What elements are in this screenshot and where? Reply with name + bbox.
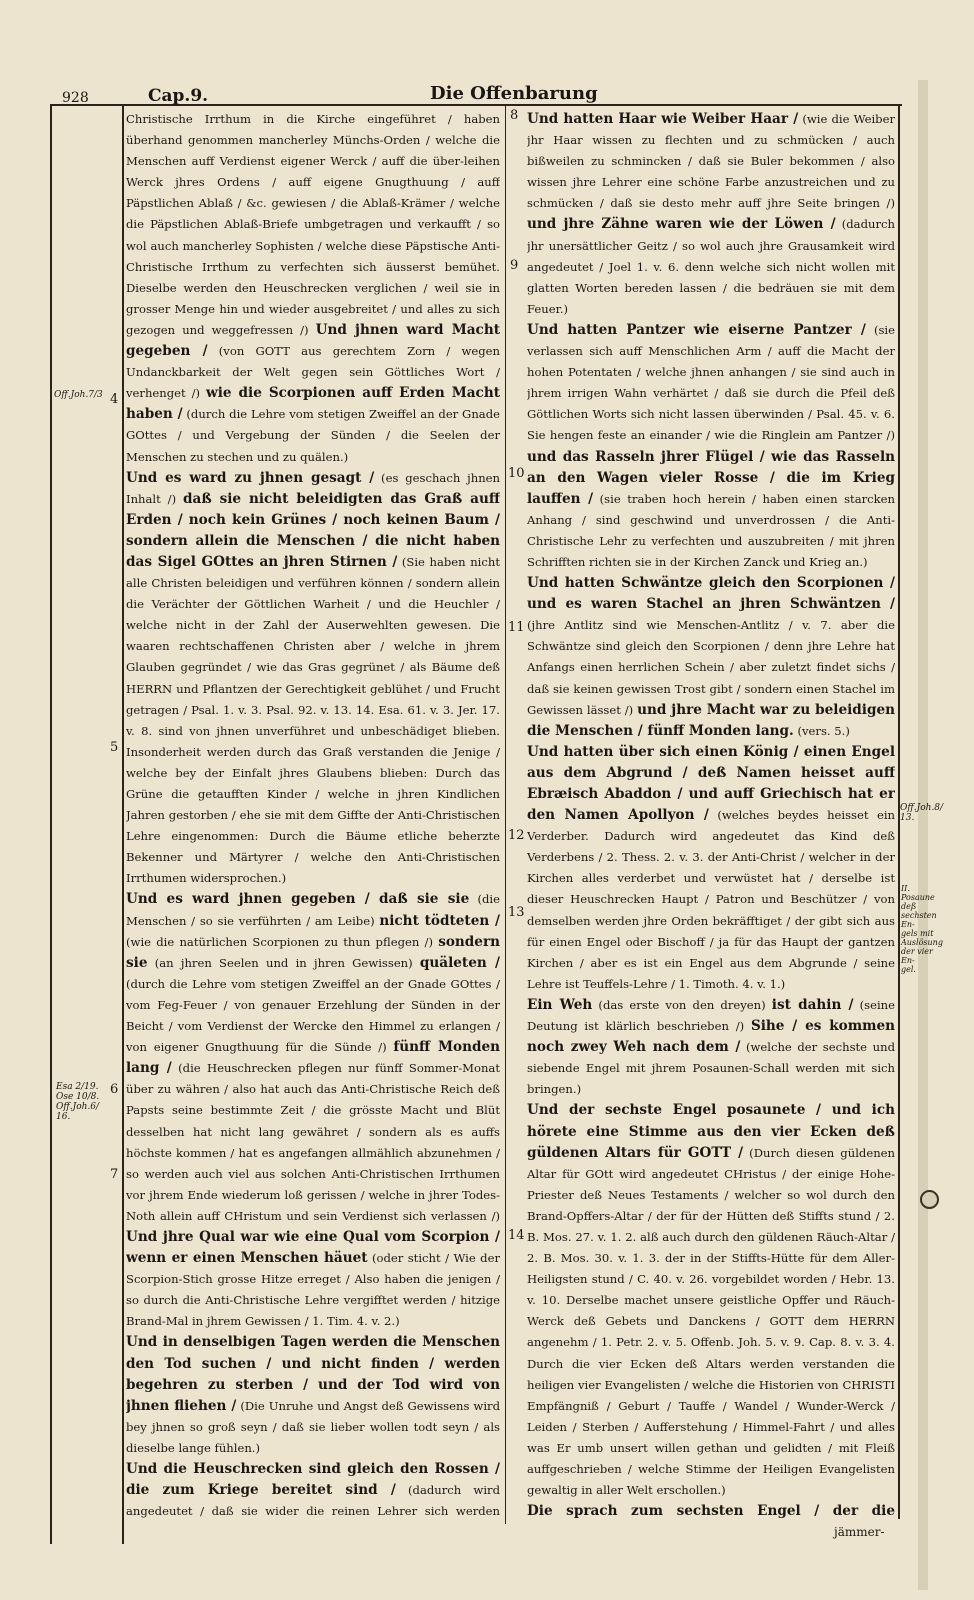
paragraph-v7: Und die Heuschrecken sind gleich den Rossen / die zum Kriege bereitet sind / (dadurch wird angedeutet / daß sie wider die reinen Lehrer sich werden [126,1461,500,1519]
page-hole-mark [920,1190,939,1209]
paragraph-v3-cont: Christische Irrthum in die Kirche eingeführet / haben überhand genommen mancherley Münchs-Orden / welche die Menschen auff Verdienst eigener Werck / auff die über-leihen Werck jhres Ordens / auff eigene Gnugthuung / auff Päpstlichen Ablaß / &c. gewiesen / die Ablaß-Krämer / welche die Päpstlichen Ablaß-Briefe umbgetragen und verkaufft / so wol auch mancherley Sophisten / welche diese Päpstische Anti-Christische Irrthum zu verfechten sich äusserst bemühet. Dieselbe werden den Heuschrecken verglichen / weil sie in grosser Menge hin und wieder ausgebreitet / und alles zu sich gezogen und weggefressen /) Und jhnen ward Macht gegeben / (von GOTT aus gerechtem Zorn / wegen Undanckbarkeit der Welt gegen sein Göttliches Wort / verhenget /) wie die Scorpionen auff Erden Macht haben / (durch die Lehre vom stetigen Zweiffel an der Gnade GOttes / und Vergebung der Sünden / die Seelen der Menschen zu stechen und zu quälen.) [126,112,500,464]
verse-number-9: 9 [510,258,519,273]
inner-left-rule [122,104,124,1544]
center-rule [505,104,506,1524]
verse-number-8: 8 [510,108,519,123]
catchword: jämmer- [834,1525,885,1539]
verse-number-10: 10 [508,466,525,481]
left-text-column [126,109,500,1524]
chapter-heading: Cap.9. [148,86,209,106]
paragraph-v12: Ein Weh (das erste von den dreyen) ist dahin / (seine Deutung ist klärlich beschrieben /) Sihe / es kommen noch zwey Weh nach dem / (welche der sechste und siebende Engel mit jhrem Posaunen-Schall werden mit sich bringen.) [527,996,895,1097]
margin-ref-left-2: Esa 2/19. Ose 10/8. Off.Joh.6/ 16. [56,1082,100,1122]
verse-number-12: 12 [508,828,525,843]
right-text-column [527,109,895,1524]
paragraph-v9: Und hatten Pantzer wie eiserne Pantzer / (sie verlassen sich auff Menschlichen Arm / auff die Macht der hohen Potentaten / welche jhnen anhangen / sie sind auch in jhrem irrigen Wahn verhärtet / daß sie durch die Pfeil deß Göttlichen Worts sich nicht lassen überwinden / Psal. 45. v. 6. Sie hengen feste an einander / wie die Ringlein am Pantzer /) und das Rasseln jhrer Flügel / wie das Rasseln an den Wagen vieler Rosse / die im Krieg lauffen / (sie traben hoch herein / haben einen starcken Anhang / sind geschwind und unverdrossen / die Anti-Christische Lehr zu verfechten und auszubreiten / mit jhren Schrifften richten sie in der Kirchen Zanck und Krieg an.) [527,321,895,569]
paragraph-v10: Und hatten Schwäntze gleich den Scorpionen / und es waren Stachel an jhren Schwäntzen / (jhre Antlitz sind wie Menschen-Antlitz / v. 7. aber die Schwäntze sind gleich den Scorpionen / denn jhre Lehre hat Anfangs einen herrlichen Schein / aber zuletzt findet sichs / daß sie keinen gewissen Trost gibt / sondern einen Stachel im Gewissen lässet /) und jhre Macht war zu beleidigen die Menschen / fünff Monden lang. (vers. 5.) [527,575,895,739]
verse-number-4: 4 [110,392,119,407]
paragraph-v4: Und es ward zu jhnen gesagt / (es geschach jhnen Inhalt /) daß sie nicht beleidigten das Graß auff Erden / noch kein Grünes / noch keinen Baum / sondern allein die Menschen / die nicht haben das Sigel GOttes an jhren Stirnen / (Sie haben nicht alle Christen beleidigen und verführen können / sondern allein die Verächter der Göttlichen Warheit / und die Heuchler / welche nicht in der Zahl der Auserwehlten gewesen. Die waaren rechtschaffenen Christen aber / welche in jhrem Glauben gegründet / wie das Gras gegrünet / als Bäume deß HERRN und Pflantzen der Gerechtigkeit geblühet / und Frucht getragen / Psal. 1. v. 3. Psal. 92. v. 13. 14. Esa. 61. v. 3. Jer. 17. v. 8. sind von jhnen unverführet und unbeschädiget blieben. Insonderheit werden durch das Graß verstanden die Jenige / welche bey der Einfalt jhres Glaubens blieben: Durch das Grüne die getaufften Kinder / welche in jhren Kindlichen Jahren gestorben / ehe sie mit dem Giffte der Anti-Christischen Lehre eingenommen: Durch die Bäume etliche beherzte Bekenner und Märtyrer / welche den Anti-Christischen Irrthumen widersprochen.) [126,469,500,886]
paragraph-v5: Und es ward jhnen gegeben / daß sie sie (die Menschen / so sie verführten / am Leibe) nicht tödteten / (wie die natürlichen Scorpionen zu thun pflegen /) sondern sie (an jhren Seelen und in jhren Gewissen) quäleten / (durch die Lehre vom stetigen Zweiffel an der Gnade GOttes / vom Feg-Feuer / von genauer Erzehlung der Sünden in der Beicht / vom Verdienst der Wercke den Himmel zu erlangen / von eigener Gnugthuung für die Sünde /) fünff Monden lang / (die Heuschrecken pflegen nur fünff Sommer-Monat über zu währen / also hat auch das Anti-Christische Reich deß Papsts seine bestimmte Zeit / die grösste Macht und Blüt desselben hat nicht lang gewähret / sondern als es auffs höchste kommen / hat es angefangen allmählich abzunehmen / so werden auch viel aus solchen Anti-Christischen Irrthumen vor jhrem Ende wiederum loß gerissen / welche in jhrer Todes-Noth allein auff CHristum und sein Verdienst sich verlassen /) Und jhre Qual war wie eine Qual vom Scorpion / wenn er einen Menschen häuet (oder sticht / Wie der Scorpion-Stich grosse Hitze erreget / Also haben die jenigen / so durch die Anti-Christische Lehre vergifftet werden / hitzige Brand-Mal in jhrem Gewissen / 1. Tim. 4. v. 2.) [126,891,500,1329]
paragraph-v6: Und in denselbigen Tagen werden die Menschen den Tod suchen / und nicht finden / werden begehren zu sterben / und der Tod wird von jhnen fliehen / (Die Unruhe und Angst deß Gewissens wird bey jhnen so groß seyn / daß sie lieber wollen todt seyn / als dieselbe lange fühlen.) [126,1334,500,1455]
margin-ref-left-1: Off.Joh.7/3 [54,390,103,400]
verse-number-14: 14 [508,1228,525,1243]
verse-number-5: 5 [110,740,119,755]
paragraph-v8: Und hatten Haar wie Weiber Haar / (wie die Weiber jhr Haar wissen zu flechten und zu schmücken / auch bißweilen zu schmincken / daß sie Buler bekommen / also wissen jhre Lehrer eine schöne Farbe anzustreichen und zu schmücken / daß sie desto mehr auff jhre Seite bringen /) und jhre Zähne waren wie der Löwen / (dadurch jhr unersättlicher Geitz / so wol auch jhre Grausamkeit wird angedeutet / Joel 1. v. 6. denn welche sich nicht wollen mit glatten Worten bereden lassen / die bedräuen sie mit dem Feuer.) [527,111,895,316]
verse-number-13: 13 [508,905,525,920]
margin-ref-right-1: Off.Joh.8/ 13. [900,803,944,823]
verse-number-6: 6 [110,1082,119,1097]
paragraph-v14: Die sprach zum sechsten Engel / der die [527,1503,895,1520]
running-title: Die Offenbarung [430,83,598,104]
paragraph-v11: Und hatten über sich einen König / einen Engel aus dem Abgrund / deß Namen heisset auff Ebræisch Abaddon / und auff Griechisch hat er den Namen Apollyon / (welches beydes heisset ein Verderber. Dadurch wird angedeutet das Kind deß Verderbens / 2. Thess. 2. v. 3. der Anti-Christ / welcher in der Kirchen alles verderbet und verwüstet hat / derselbe ist dieser Heuschrecken Haupt / Patron und Beschützer / von demselben werden jhre Orden bekräfftiget / der gibt sich aus für einen Engel oder Bischoff / ja für das Haupt der gantzen Kirchen / aber es ist ein Engel aus dem Abgrunde / seine Lehre ist Teuffels-Lehre / 1. Timoth. 4. v. 1.) [527,743,895,991]
verse-number-7: 7 [110,1167,119,1182]
margin-note-right-2: II. Posaune deß sechsten En- gels mit Auslösung der vier En- gel. [901,884,943,974]
outer-left-rule [50,104,52,1544]
verse-number-11: 11 [508,620,525,635]
page-gutter-shadow [918,80,928,1590]
page-number: 928 [62,90,89,106]
paragraph-v13: Und der sechste Engel posaunete / und ich hörete eine Stimme aus den vier Ecken deß güldenen Altars für GOTT / (Durch diesen güldenen Altar für GOtt wird angedeutet CHristus / der einige Hohe-Priester deß Neues Testaments / welcher so wol durch den Brand-Opffers-Altar / der für der Hütten deß Stiffts stund / 2. B. Mos. 27. v. 1. 2. alß auch durch den güldenen Räuch-Altar / 2. B. Mos. 30. v. 1. 3. der in der Stiffts-Hütte für dem Aller-Heiligsten stund / C. 40. v. 26. vorgebildet worden / Hebr. 13. v. 10. Derselbe machet unsere geistliche Opffer und Räuch-Werck deß Gebets und Danckens / GOTT dem HERRN angenehm / 1. Petr. 2. v. 5. Offenb. Joh. 5. v. 9. Cap. 8. v. 3. 4. Durch die vier Ecken deß Altars werden verstanden die heiligen vier Evangelisten / welche die Historien von CHRISTI Empfängniß / Geburt / Tauffe / Wandel / Wunder-Werck / Leiden / Sterben / Aufferstehung / Himmel-Fahrt / und alles was Er umb unsert willen gethan und gelidten / mit Fleiß auffgeschrieben / welche Stimme der Heiligen Evangelisten gewaltig in aller Welt erschollen.) [527,1102,895,1498]
